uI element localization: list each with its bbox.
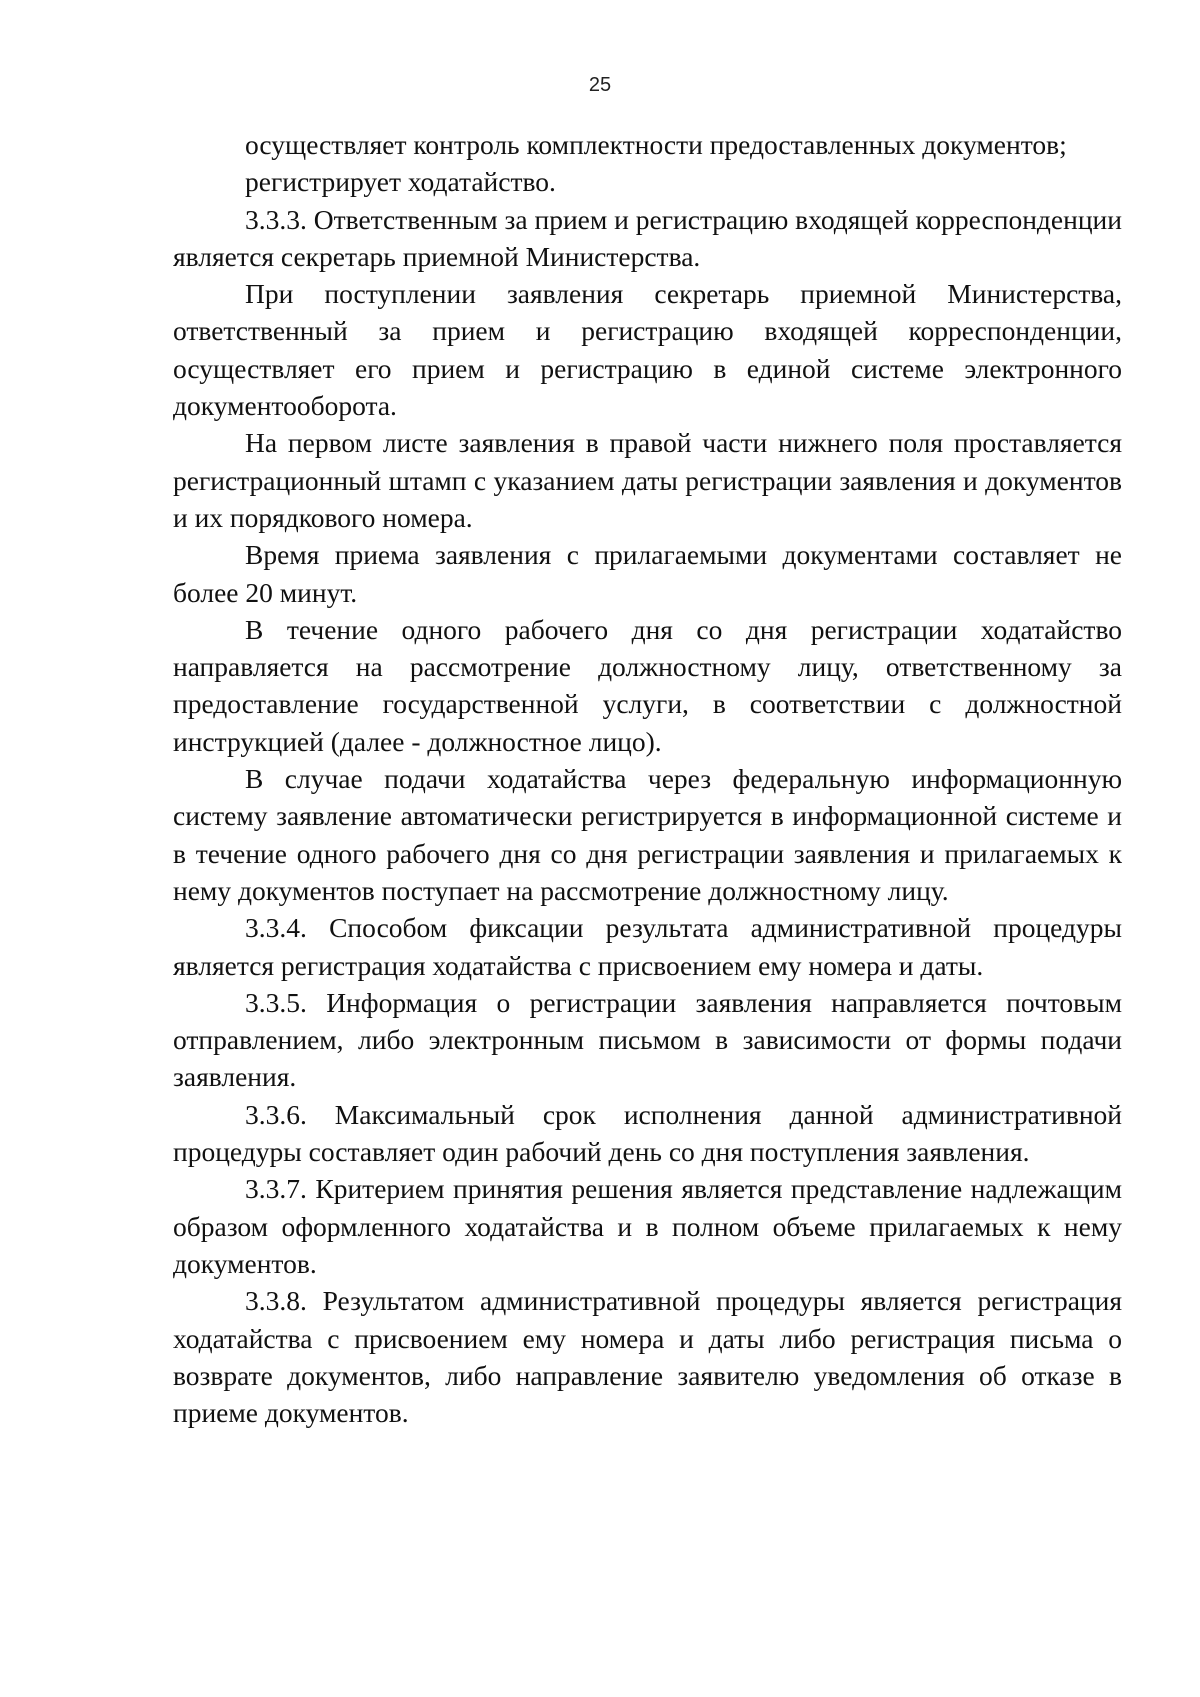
paragraph: регистрирует ходатайство. <box>245 166 556 198</box>
paragraph: На первом листе заявления в правой части нижнего поля проставляется регистрационный штамп с указанием даты регистрации заявления и документов и их порядкового номера. <box>173 427 1122 533</box>
paragraph-3-3-4: 3.3.4. Способом фиксации результата административной процедуры является регистрация ходатайства с присвоением ему номера и даты. <box>173 912 1122 981</box>
paragraph-3-3-8: 3.3.8. Результатом административной процедуры является регистрация ходатайства с присвоением ему номера и даты либо регистрация письма о возврате документов, либо направление заявителю уведомления об отказе в приеме документов. <box>173 1285 1122 1429</box>
paragraph: При поступлении заявления секретарь приемной Министерства, ответственный за прием и регистрацию входящей корреспонденции, осуществляет его прием и регистрацию в единой системе электронного документооборота. <box>173 278 1122 422</box>
paragraph-3-3-6: 3.3.6. Максимальный срок исполнения данной административной процедуры составляет один рабочий день со дня поступления заявления. <box>173 1098 1122 1168</box>
paragraph-3-3-5: 3.3.5. Информация о регистрации заявления направляется почтовым отправлением, либо электронным письмом в зависимости от формы подачи заявления. <box>173 986 1122 1093</box>
paragraph-3-3-7: 3.3.7. Критерием принятия решения является представление надлежащим образом оформленного ходатайства и в полном объеме прилагаемых к нему документов. <box>173 1173 1122 1279</box>
paragraph: В течение одного рабочего дня со дня регистрации ходатайство направляется на рассмотрение должностному лицу, ответственному за предоставление государственной услуги, в соответствии с должностной инструкцией (далее - должностное лицо). <box>173 613 1122 757</box>
paragraph-3-3-3: 3.3.3. Ответственным за прием и регистрацию входящей корреспонденции является секретарь приемной Министерства. <box>173 203 1122 272</box>
document-body <box>173 126 1122 1431</box>
paragraph: осуществляет контроль комплектности предоставленных документов; <box>245 129 1067 160</box>
page-number: 25 <box>588 74 612 96</box>
paragraph: В случае подачи ходатайства через федеральную информационную систему заявление автоматически регистрируется в информационной системе и в течение одного рабочего дня со дня регистрации заявления и прилагаемых к нему документов поступает на рассмотрение должностному лицу. <box>173 763 1122 906</box>
paragraph: Время приема заявления с прилагаемыми документами составляет не более 20 минут. <box>173 539 1122 608</box>
